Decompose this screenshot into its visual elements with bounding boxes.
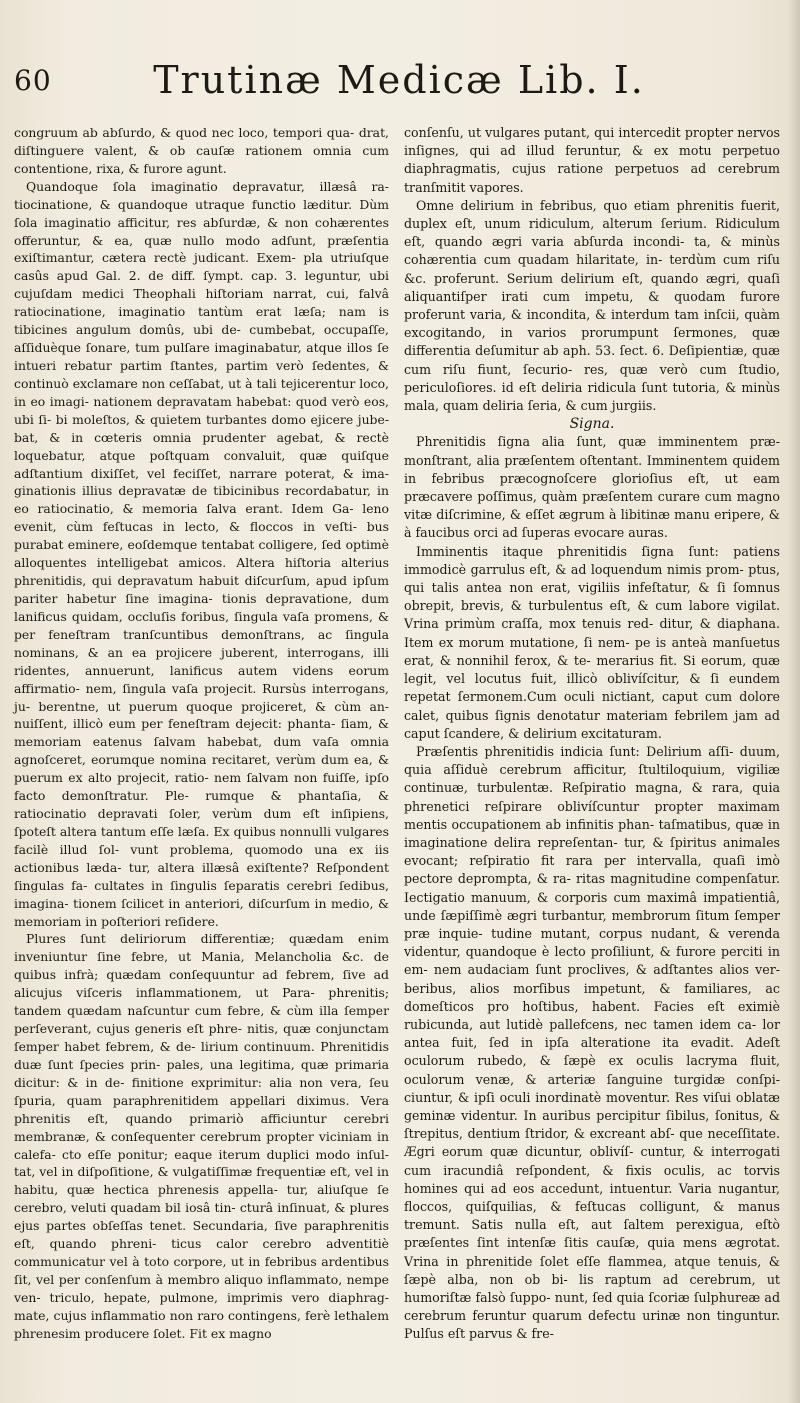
paragraph: Imminentis itaque phrenitidis ſigna ſunt: patiens immodicè garrulus eſt, & ad loquendum nimis prom- ptus, qui talis antea non erat, vigiliis infeſtatur, & ſi ſomnus obrepit, brevis, & turbulentus eſt, & cum labore vigilat. Vrina primùm craſſa, mox tenuis red- ditur, & diaphana. Item ex morum mutatione, ſi nem- pe is anteà manſuetus erat, & nonnihil ferox, & te- merarius fit. Si eorum, quæ legit, vel locutus fuit, illicò oblivíſcitur, & ſi eundem repetat ſermonem.Cum oculi nictiant, caput cum dolore calet, quibus ſignis denotatur materiam febrilem jam ad caput ſcandere, & delirium excitaturam.	[404, 543, 780, 741]
paragraph: Omne delirium in febribus, quo etiam phrenitis fuerit, duplex eſt, unum ridiculum, alterum ſerium. Ridiculum eſt, quando ægri varia abſurda incondi- ta, & minùs cohærentia cum quadam hilaritate, in- terdùm cum riſu &c. proferunt. Serium delirium eſt, quando ægri, quaſi aliquantiſper irati cum impetu, & quodam furore proferunt varia, & incondita, & interdum tam inſcii, quàm excogitando, in varios prorumpunt ſermones, quæ differentia deſumitur ab aph. 53. ſect. 6. Deſipientiæ, quæ cum riſu fiunt, ſecurio- res, quæ verò cum ſtudio, periculoſiores. id eſt deliria ridicula ſunt tutoria, & minùs mala, quam deliria ſeria, & cum jurgiis.	[404, 197, 780, 414]
paragraph: Præſentis phrenitidis indicia ſunt: Delirium aſſi- duum, quia aſſiduè cerebrum afficitur, ſtultiloquium, vigiliæ continuæ, turbulentæ. Reſpiratio magna, & rara, quia phrenetici reſpirare oblivíſcuntur propter maximam mentis occupationem ab infinitis phan- taſmatibus, quæ in imaginatione delira repreſentan- tur, & ſpiritus animales evocant; reſpiratio fit rara per intervalla, quaſi imò pectore deprompta, & ra- ritas magnitudine compenſatur. Iectigatio manuum, & corporis cum maximâ impatientiâ, unde ſæpiſſimè ægri turbantur, membrorum ſitum ſemper præ inquie- tudine mutant, corpus nudant, & verenda videntur, quandoque è lecto proſiliunt, & furore perciti in em- nem audaciam ſunt proclives, & adſtantes alios ver- beribus, alios morſibus impetunt, & familiares, ac domeſticos pro hoſtibus, habent. Facies eſt eximiè rubicunda, aut lutidè pallefcens, nec tamen idem ca- lor antea fuit, ſed in ipſa alteratione ita evadit. Adeſt oculorum rubedo, & ſæpè ex oculis lacryma fluit, oculorum venæ, & arteriæ ſanguine turgidæ conſpi- ciuntur, & ipſi oculi inordinatè moventur. Res viſui oblatæ geminæ videntur. In auribus percipitur ſibilus, ſonitus, & ſtrepitus, dentium ſtridor, & excreant abſ- que neceſſitate. Ægri eorum quæ dicuntur, oblivíſ- cuntur, & interrogati cum iracundiâ reſpondent, & fixis oculis, ac torvis homines qui ad eos accedunt, intuentur. Varia nugantur, floccos, quiſquilias, & feſtucas colligunt, & manus tremunt. Satis nulla eſt, aut ſaltem perexigua, eſtò præſentes ſint intenſæ ſitis cauſæ, quia mens ægrotat. Vrina in phrenitide ſolet eſſe flammea, atque tenuis, & ſæpè alba, non ob bi- lis raptum ad cerebrum, ut humoriſtæ falsò ſuppo- nunt, ſed quia ſcoriæ ſulphureæ ad cerebrum feruntur quarum defectu urinæ non tinguntur. Pulſus eſt parvus & fre-	[404, 743, 780, 1342]
section-heading: Signa.	[569, 416, 615, 433]
paragraph: Plures ſunt deliriorum differentiæ; quædam enim inveniuntur ſine febre, ut Mania, Melancholia &c. de quibus infrà; quædam conſequuntur ad febrem, ſive ad alicujus viſceris inflammationem, ut Para- phrenitis; tandem quædam naſcuntur cum febre, & cùm illa ſemper perſeverant, cujus generis eſt phre- nitis, quæ conjunctam ſemper habet febrem, & de- lirium continuum. Phrenitidis duæ ſunt ſpecies prin- pales, una legitima, quæ primaria dicitur: & in de- finitione exprimitur: alia non vera, ſeu ſpuria, quam paraphrenitidem appellari diximus. Vera phrenitis eſt, quando primariò afficiuntur cerebri membranæ, & conſequenter cerebrum propter viciniam in calefa- cto eſſe ponitur; eaque iterum duplici modo inſul- tat, vel in diſpoſitione, & vulgatiſſimæ frequentiæ eſt, vel in habitu, quæ hectica phrenesis appella- tur, aliuſque ſe cerebro, veluti quadam bil iosâ tin- cturâ inſinuat, & plures ejus partes obſeſſas tenet. Secundaria, ſive paraphrenitis eſt, quando phreni- ticus calor cerebro adventitiè communicatur vel à toto corpore, ut in febribus ardentibus ſit, vel per conſenſum à membro aliquo inflammato, nempe ven- triculo, hepate, pulmone, imprimis vero diaphrag- mate, cujus inflammatio non raro contingens, ferè lethalem phrenesim producere ſolet. Fit ex magno	[14, 931, 389, 1341]
page-number: 60	[14, 64, 52, 97]
page-header	[14, 58, 784, 100]
left-column	[14, 124, 389, 1343]
paragraph: conſenſu, ut vulgares putant, qui intercedit propter nervos inſignes, qui ad illud feruntur, & ex motu perpetuo diaphragmatis, cujus ratione perpetuos ad cerebrum tranſmitit vapores.	[404, 125, 780, 195]
paragraph: Quandoque ſola imaginatio depravatur, illæsâ ra- tiocinatione, & quandoque utraque functio læditur. Dùm ſola imaginatio afficitur, res abſurdæ, & non cohærentes offeruntur, & ea, quæ nullo modo adſunt, præſentia exiſtimantur, cætera rectè judicant. Exem- pla utriuſque casûs apud Gal. 2. de diff. ſympt. cap. 3. leguntur, ubi cujuſdam medici Theophali hiſtoriam narrat, cui, falvâ ratiocinatione, imaginatio tantùm erat læſa; nam is tibicines angulum domûs, ubi de- cumbebat, occupaſſe, aſſiduèque ſonare, tum pulſare imaginabatur, atque illos ſe intueri rebatur partim ſtantes, partim verò ſedentes, & continuò exclamare non ceſſabat, ut à tali tejicerentur loco, in eo imagi- nationem depravatam habebat: quod verò eos, ubi ſi- bi moleſtos, & quietem turbantes domo ejicere jube- bat, & in cœteris omnia prudenter agebat, & rectè loquebatur, atque poſtquam convaluit, quæ quiſque adſtantium dixiſſet, vel feciſſet, narrare poterat, & ima- ginationis illius depravatæ de tibicinibus recordabatur, in eo ratiocinatio, & memoria ſalva erant. Idem Ga- leno evenit, cùm feſtucas in lecto, & floccos in veſti- bus purabat eminere, eoſdemque tentabat colligere, ſed optimè alloquentes intelligebat amicos. Altera hiſtoria alterius phrenitidis, qui depravatum habuit diſcurſum, apud ipſum pariter habetur ſine imagina- tionis depravatione, dum lanificus quidam, occluſis foribus, ſingula vaſa promens, & per feneſtram tranſcuntibus demonſtrans, ac ſingula nominans, & an ea projicere juberent, interrogans, illi ridentes, annuerunt, lanificus autem videns eorum affirmatio- nem, ſingula vaſa projecit. Rursùs interrogans, ju- berentne, ut puerum quoque projiceret, & cùm an- nuiſſent, illicò eum per feneſtram dejecit: phanta- ſiam, & memoriam eatenus ſalvam habebat, dum vaſa omnia agnoſceret, eorumque nomina recitaret, verùm dum ea, & puerum ex alto projecit, ratio- nem ſalvam non fuiſſe, ipſo facto demonſtratur. Ple- rumque & phantaſia, & ratiocinatio depravati ſoler, verùm dum eſt inſipiens, ſpoteſt altera tantum eſſe læſa. Ex quibus nonnulli vulgares facilè illud ſol- vunt problema, quomodo una ex iis actionibus læda- tur, altera illæsâ exiſtente? Reſpondent ſingulas fa- cultates in ſingulis ſeparatis cerebri ſedibus, imagina- tionem ſcilicet in anteriori, diſcurſum in medio, & memoriam in poſteriori reſidere.	[14, 178, 389, 929]
running-title: Trutinæ Medicæ Lib. I.	[153, 58, 645, 102]
page-edge-shadow	[788, 0, 800, 1403]
right-column	[404, 124, 780, 1344]
paragraph: congruum ab abſurdo, & quod nec loco, tempori qua- drat, diſtinguere valent, & ob cauſæ rationem omnia cum contentione, rixa, & furore agunt.	[14, 125, 389, 176]
paragraph: Phrenitidis ſigna alia ſunt, quæ imminentem præ- monſtrant, alia præſentem oſtentant. Imminentem quidem in febribus præcognoſcere glorioſius eſt, ut eam præcavere poſſimus, quàm præſentem curare cum magno vitæ diſcrimine, & eſſet ægrum à libitinæ manu eripere, & à faucibus orci ad ſuperas evocare auras.	[404, 434, 780, 541]
